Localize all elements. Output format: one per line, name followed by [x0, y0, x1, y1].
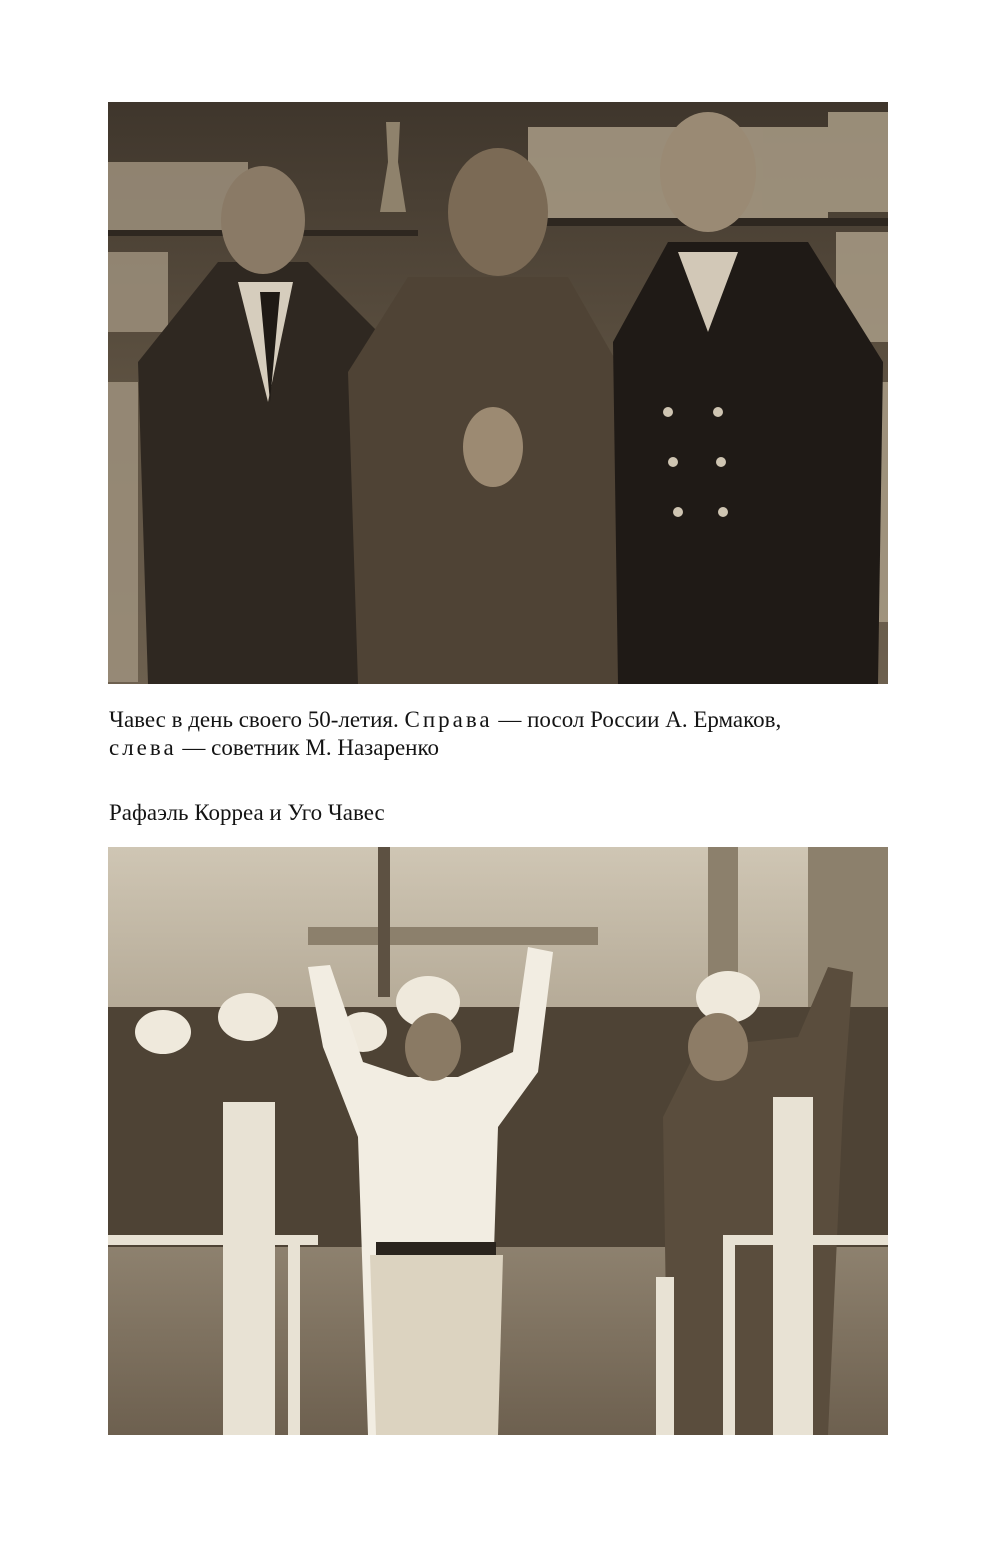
caption-top-line1-spaced: Справа [404, 707, 493, 732]
caption-top-line2 [109, 734, 889, 762]
caption-top-line1-start: Чавес в день своего 50-летия. [109, 707, 405, 732]
caption-top-line1 [109, 706, 889, 734]
caption-bottom-photo: Рафаэль Корреа и Уго Чавес [109, 800, 385, 825]
caption-top-photo [109, 706, 889, 762]
photo-embassy-image [108, 102, 888, 684]
photo-oil-rig-image [108, 847, 888, 1435]
caption-top-line2-end: — советник М. Назаренко [176, 735, 439, 760]
caption-top-line2-spaced: слева [109, 735, 177, 760]
photo-embassy-portrait [108, 102, 888, 684]
photo-oil-rig [108, 847, 888, 1435]
caption-top-line1-end: — посол России А. Ермаков, [492, 707, 782, 732]
